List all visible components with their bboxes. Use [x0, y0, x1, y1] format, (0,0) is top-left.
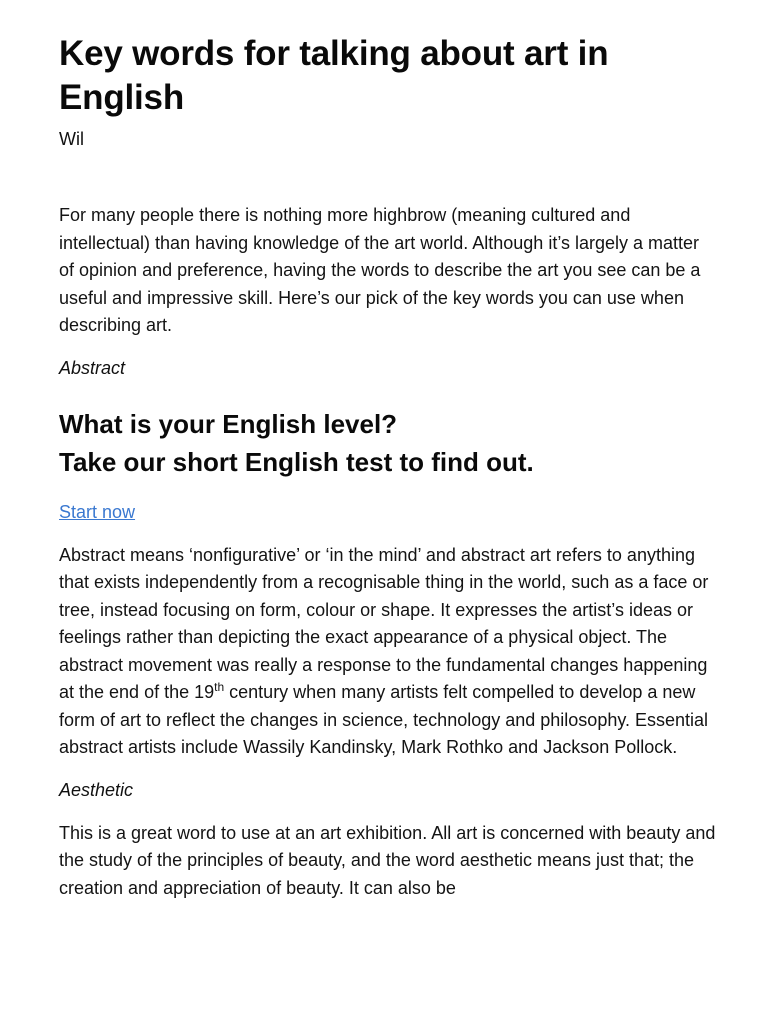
start-now-link[interactable]: Start now — [59, 501, 136, 522]
article-title: Key words for talking about art in English — [59, 34, 609, 117]
term-abstract-heading: Abstract — [59, 357, 126, 378]
term-aesthetic-heading: Aesthetic — [59, 779, 134, 800]
promo-line-level: What is your English level? — [59, 408, 398, 439]
abstract-definition-paragraph — [59, 542, 716, 762]
promo-line-test: Take our short English test to find out. — [59, 446, 534, 477]
aesthetic-definition-paragraph: This is a great word to use at an art exhibition. All art is concerned with beauty and the study of the principles of beauty, and the word aesthetic means just that; the creation and appreciation of beauty. It can also be — [59, 822, 716, 898]
intro-paragraph: For many people there is nothing more highbrow (meaning cultured and intellectual) than having knowledge of the art world. Although it’s largely a matter of opinion and preference, having the words to describe the art you see can be a useful and impressive skill. Here’s our pick of the key words you can use when describing art. — [59, 205, 701, 335]
abstract-text-part-2: century when many artists felt compelled to develop a new form of art to reflect the changes in science, technology and philosophy. Essential abstract artists include Wassily Kandinsky, Mark Rothko and Jackson Pollock. — [59, 682, 709, 757]
abstract-text-part-1: Abstract means ‘nonfigurative’ or ‘in the mind’ and abstract art refers to anything that exists independently from a recognisable thing in the world, such as a face or tree, instead focusing on form, colour or shape. It expresses the artist’s ideas or feelings rather than depicting the exact appearance of a physical object. The abstract movement was really a response to the fundamental changes happening at the end of the 19 — [59, 544, 709, 702]
english-test-promo — [59, 405, 716, 481]
ordinal-suffix: th — [214, 680, 225, 694]
article-author: Wil — [59, 129, 84, 149]
